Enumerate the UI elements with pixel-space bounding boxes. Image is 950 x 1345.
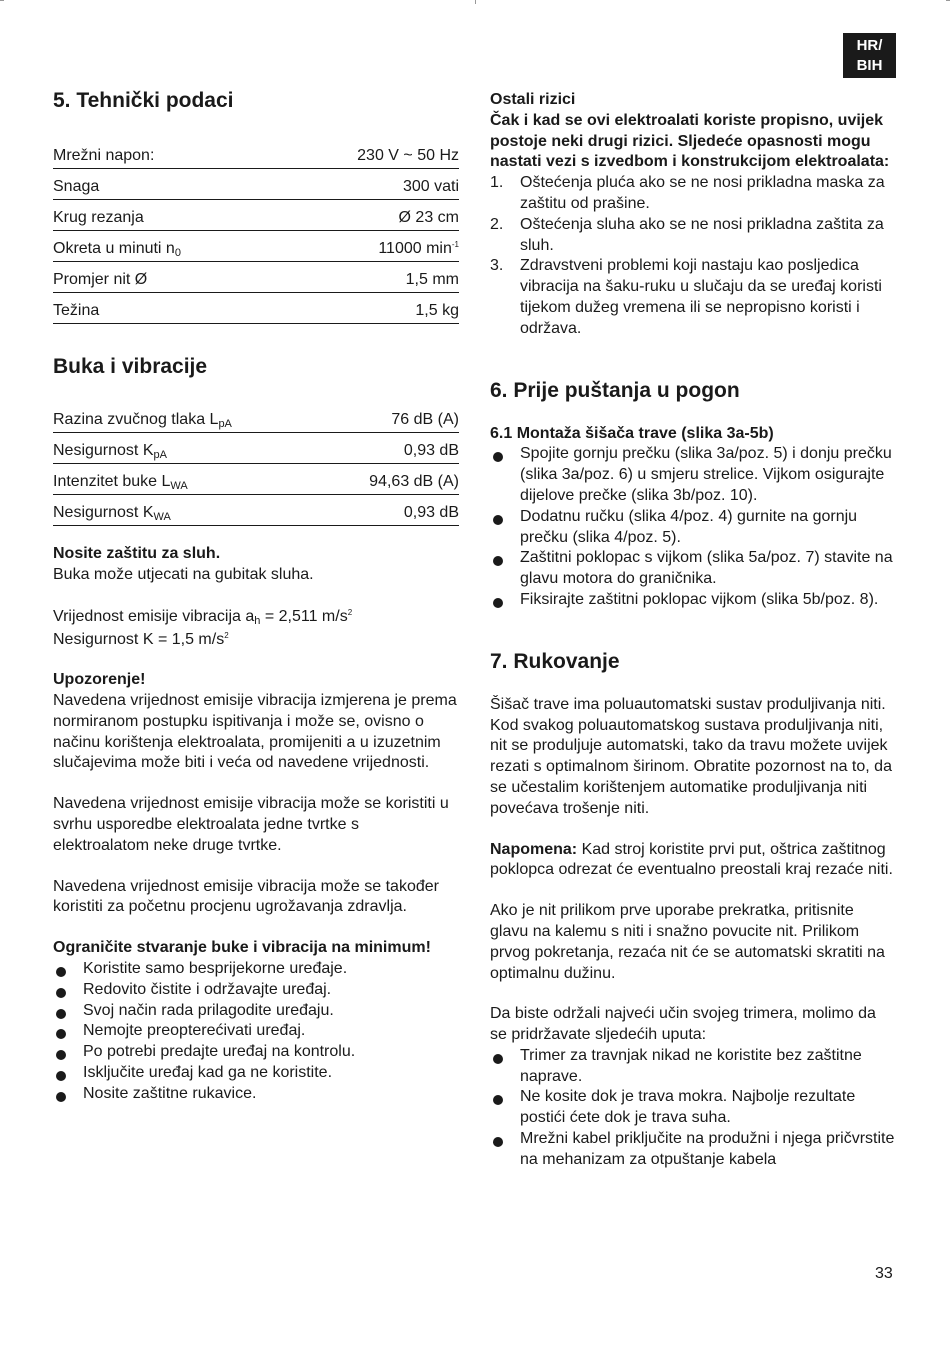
risks-intro: Čak i kad se ovi elektroalati koriste propisno, uvijek postoje neki drugi rizici. Sljedeće opasnosti mogu nastati vezi s izvedbom i konstrukcijom elektroalata: [490, 111, 890, 171]
comparison-paragraph: Navedena vrijednost emisije vibracija može se koristiti u svrhu usporedbe elektroalata jedne tvrtke s elektroalatom neke druge tvrtke. [53, 795, 449, 854]
list-item [490, 1129, 896, 1171]
vibration-uncertainty-sup: 2 [224, 631, 229, 641]
bullet-icon [493, 1095, 503, 1105]
list-item-text: Ne kosite dok je trava mokra. Najbolje rezultate postići ćete dok je trava suha. [520, 1088, 856, 1127]
page-number: 33 [875, 1265, 893, 1282]
tips-list [490, 1046, 896, 1171]
short-line-paragraph: Ako je nit prilikom prve uporabe prekratka, pritisnite glavu na kalemu s niti i snažno povucite nit. Prilikom prvog pokretanja, rezaća nit će se automatski skratiti na optimalnu dužinu. [490, 902, 885, 982]
spec-value: 1,5 kg [279, 293, 459, 324]
list-item [490, 215, 896, 257]
spec-label: Krug rezanja [53, 200, 279, 231]
spec-value-cell [279, 231, 459, 262]
spec-label: Intenzitet buke L [53, 473, 171, 490]
bullet-icon [56, 967, 66, 977]
table-row [53, 402, 459, 433]
section7-title: 7. Rukovanje [490, 649, 620, 673]
spec-label-sub: 0 [174, 247, 181, 259]
vibration-value-text: Vrijednost emisije vibracija a [53, 607, 255, 625]
bullet-icon [493, 598, 503, 608]
list-item [53, 1042, 459, 1063]
minimize-list [53, 959, 459, 1105]
spec-label-sub: pA [218, 418, 232, 430]
spec-label-cell [53, 231, 279, 262]
table-row [53, 262, 459, 293]
bullet-icon [493, 452, 503, 462]
spec-label: Mrežni napon: [53, 138, 279, 169]
list-item [53, 1063, 459, 1084]
section6-title: 6. Prije puštanja u pogon [490, 378, 740, 402]
vibration-value-number: = 2,511 m/s [260, 607, 348, 625]
spec-label: Nesigurnost K [53, 504, 154, 521]
spec-label-cell [53, 464, 323, 495]
risks-list [490, 173, 896, 339]
noise-specs-table [53, 402, 459, 526]
spec-value: 11000 min [378, 240, 452, 257]
section7-paragraph: Šišač trave ima poluautomatski sustav produljivanja niti. Kod svakog poluautomatskog sustava produljivanja niti, nit se produljuje automatski, tako da travu možete uvijek rezati s optimalnom širinom. Obratite pozornost na to, da se učestalim korištenjem automatike produljivanja niti povećava trošenje niti. [490, 695, 892, 817]
spec-value: 300 vati [279, 169, 459, 200]
table-row [53, 169, 459, 200]
bullet-icon [56, 988, 66, 998]
warning-text: Navedena vrijednost emisije vibracija izmjerena je prema normiranom postupku ispitivanja i može se, ovisno o načinu korištenja elektroalata, promijeniti a u izuzetnim slučajevima može biti i veća od navedene vrijednosti. [53, 691, 457, 772]
table-row [53, 293, 459, 324]
list-item [53, 1021, 459, 1042]
list-item-text: Fiksirajte zaštitni poklopac vijkom (slika 5b/poz. 8). [520, 590, 879, 608]
vibration-value-line [53, 607, 459, 628]
assembly-list [490, 444, 896, 610]
list-item [490, 444, 896, 506]
bullet-icon [56, 1050, 66, 1060]
spec-label-sub: pA [153, 449, 167, 461]
list-item-number: 2. [490, 215, 504, 233]
spec-label-cell [53, 402, 323, 433]
bullet-icon [493, 1054, 503, 1064]
list-item [490, 173, 896, 215]
technical-specs-table [53, 138, 459, 324]
language-badge-line1: HR/ [856, 37, 883, 54]
spec-value: 0,93 dB [323, 495, 459, 526]
spec-value: 94,63 dB (A) [323, 464, 459, 495]
spec-label: Okreta u minuti n [53, 240, 175, 257]
left-column [53, 88, 459, 1105]
spec-value: 230 V ~ 50 Hz [279, 138, 459, 169]
spec-value: 0,93 dB [323, 433, 459, 464]
list-item-number: 1. [490, 174, 504, 192]
hearing-protection-text: Buka može utjecati na gubitak sluha. [53, 565, 314, 583]
table-row [53, 464, 459, 495]
spec-value-sup: -1 [451, 240, 459, 249]
note-label: Napomena: [490, 840, 578, 858]
list-item-text: Oštećenja sluha ako se ne nosi prikladna zaštita za sluh. [520, 215, 884, 254]
list-item [490, 507, 896, 549]
list-item-text: Zaštitni poklopac s vijkom (slika 5a/poz. 7) stavite na glavu motora do graničnika. [520, 549, 893, 588]
list-item-text: Spojite gornju prečku (slika 3a/poz. 5) i donju prečku (slika 3a/poz. 6) u smjeru strelice. Vijkom osigurajte dijelove prečke (slika 3b/poz. 10). [520, 445, 892, 504]
spec-label-sub: WA [170, 480, 188, 492]
list-item-text: Isključite uređaj kad ga ne koristite. [83, 1063, 333, 1081]
section5-title: 5. Tehnički podaci [53, 89, 234, 112]
bullet-icon [493, 1137, 503, 1147]
list-item [490, 548, 896, 590]
language-badge-line2: BIH [856, 57, 883, 74]
list-item-text: Dodatnu ručku (slika 4/poz. 4) gurnite na gornju prečku (slika 4/poz. 5). [520, 507, 858, 546]
list-item-text: Nemojte preopterećivati uređaj. [83, 1022, 306, 1040]
list-item-text: Koristite samo besprijekorne uređaje. [83, 959, 348, 977]
list-item [53, 1084, 459, 1105]
list-item-text: Redovito čistite i održavajte uređaj. [83, 980, 332, 998]
bullet-icon [493, 515, 503, 525]
spec-label: Promjer nit Ø [53, 262, 279, 293]
note-paragraph [490, 840, 896, 882]
list-item-text: Nosite zaštitne rukavice. [83, 1084, 257, 1102]
crop-mark-top-right [946, 0, 950, 1]
list-item-text: Po potrebi predajte uređaj na kontrolu. [83, 1043, 356, 1061]
vibration-value-sup: 2 [347, 607, 353, 617]
table-row [53, 495, 459, 526]
spec-value: Ø 23 cm [279, 200, 459, 231]
noise-title: Buka i vibracije [53, 355, 208, 378]
list-item-text: Svoj način rada prilagodite uređaju. [83, 1001, 334, 1019]
spec-label: Nesigurnost K [53, 442, 154, 459]
vibration-uncertainty-text: Nesigurnost K = 1,5 m/s [53, 631, 225, 649]
table-row [53, 433, 459, 464]
warning-title: Upozorenje! [53, 671, 146, 689]
bullet-icon [56, 1029, 66, 1039]
crop-mark-top [475, 0, 476, 4]
bullet-icon [56, 1009, 66, 1019]
hearing-protection-title: Nosite zaštitu za sluh. [53, 545, 221, 562]
spec-label-cell [53, 433, 323, 464]
assessment-paragraph: Navedena vrijednost emisije vibracija može se također koristiti za početnu procjenu ugrožavanja zdravlja. [53, 877, 439, 916]
tips-intro: Da biste održali najveći učin svojeg trimera, molimo da se pridržavate sljedećih uputa: [490, 1005, 876, 1044]
note-text: Kad stroj koristite prvi put, oštrica zaštitnog poklopca odrezat će eventualno preostali kraj rezaće niti. [490, 840, 893, 879]
list-item [490, 590, 896, 611]
table-row [53, 138, 459, 169]
vibration-uncertainty-line [53, 630, 459, 651]
spec-value: 76 dB (A) [323, 402, 459, 433]
list-item-number: 3. [490, 257, 504, 275]
list-item [53, 959, 459, 980]
spec-label: Razina zvučnog tlaka L [53, 411, 219, 428]
list-item [53, 1001, 459, 1022]
vibration-value-sub: h [254, 614, 261, 627]
spec-label: Snaga [53, 169, 279, 200]
list-item-text: Mrežni kabel priključite na produžni i njega pričvrstite na mehanizam za otpuštanje kabela [520, 1130, 895, 1168]
minimize-title: Ograničite stvaranje buke i vibracija na minimum! [53, 939, 431, 957]
table-row [53, 231, 459, 262]
spec-value: 1,5 mm [279, 262, 459, 293]
list-item [53, 980, 459, 1001]
risks-title: Ostali rizici [490, 91, 576, 108]
bullet-icon [493, 556, 503, 566]
list-item [490, 1046, 896, 1088]
spec-label-cell [53, 495, 323, 526]
section6-subtitle: 6.1 Montaža šišača trave (slika 3a-5b) [490, 424, 774, 442]
list-item [490, 1087, 896, 1129]
crop-mark-top-left [0, 0, 4, 1]
table-row [53, 200, 459, 231]
spec-label: Težina [53, 293, 279, 324]
list-item-text: Oštećenja pluća ako se ne nosi prikladna maska za zaštitu od prašine. [520, 174, 885, 212]
right-column [490, 90, 896, 1171]
bullet-icon [56, 1092, 66, 1102]
list-item-text: Trimer za travnjak nikad ne koristite bez zaštitne naprave. [520, 1046, 862, 1085]
bullet-icon [56, 1071, 66, 1081]
list-item [490, 256, 896, 339]
list-item-text: Zdravstveni problemi koji nastaju kao posljedica vibracija na šaku-ruku u slučaju da se uređaj koristi tijekom dužeg vremena ili se nepropisno koristi i održava. [520, 257, 882, 337]
language-badge [843, 33, 896, 78]
spec-label-sub: WA [153, 511, 171, 523]
